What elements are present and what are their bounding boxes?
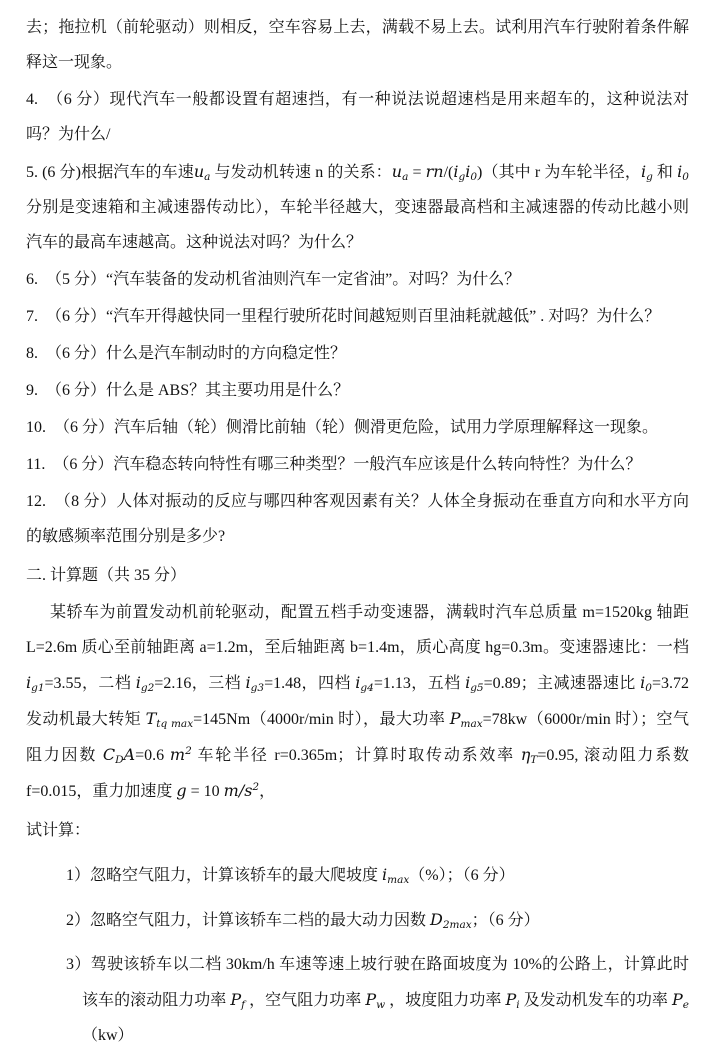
question-10: 10. （6 分）汽车后轴（轮）侧滑比前轴（轮）侧滑更危险，试用力学原理解释这一现象。 — [26, 419, 659, 436]
question-11: 11. （6 分）汽车稳态转向特性有哪三种类型？一般汽车应该是什么转向特性？为什么？ — [26, 456, 642, 473]
sub-question-1: 1）忽略空气阻力，计算该轿车的最大爬坡度 $i_{max}(\%)$；（6 分） — [66, 865, 515, 886]
calculation-problem-statement: 某轿车为前置发动机前轮驱动，配置五档手动变速器，满载时汽车总质量 m=1520kg 轴距 L=2.6m 质心至前轴距离 a=1.2m，至后轴距离 b=1.4m，质心高度 hg=0.3m。变速器速比：一档 $i_{g1}=3.55$，二档 $i_{g2}=2.16$，三档 $i_{g3}=1.48$，四档 $i_{g4}=1.13$，五档 $i_{g5}=0.89$；主减速器速比 $i_0=3.72$ 发动机最大转矩 $T_{tq max}=145Nm(4000r/\min$ 时），最大功率 $P_{max}=78kw(6000r/\min$ 时）；空气阻力因数 $C_DA=0.6$ $m^2$ 车轮半径 r=0.365m；计算时取传动系效率 $\eta_T=0.95$, 滚动阻力系数 f=0.015，重力加速度 g = 10 $m/s^2$， — [26, 604, 689, 800]
question-4: 4. （6 分）现代汽车一般都设置有超速挡，有一种说法说超速档是用来超车的，这种说法对吗？为什么/ — [26, 91, 689, 143]
question-9: 9. （6 分）什么是 ABS？其主要功用是什么？ — [26, 382, 350, 399]
question-12: 12. （8 分）人体对振动的反应与哪四种客观因素有关？人体全身振动在垂直方向和水平方向的敏感频率范围分别是多少? — [26, 493, 689, 545]
question-5: 5. (6 分)根据汽车的车速$u_a$ 与发动机转速 n 的关系：$u_a = rn/(i_gi_0)$（其中 r 为车轮半径，$i_g$ 和 $i_0$ 分别是变速箱和主减速器传动比），车轮半径越大，变速器最高档和主减速器的传动比越小则汽车的最高车速越高。这种说法对吗？为什么？ — [26, 162, 689, 251]
question-8: 8. （6 分）什么是汽车制动时的方向稳定性？ — [26, 345, 347, 362]
paragraph-intro-continuation: 去；拖拉机（前轮驱动）则相反，空车容易上去，满载不易上去。试利用汽车行驶附着条件解释这一现象。 — [26, 19, 689, 71]
question-7: 7. （6 分）“汽车开得越快同一里程行驶所花时间越短则百里油耗就越低” . 对吗？为什么？ — [26, 308, 661, 325]
sub-question-3: 3）驾驶该轿车以二档 30km/h 车速等速上坡行驶在路面坡度为 10%的公路上，计算此时该车的滚动阻力功率 $P_f$ ，空气阻力功率 $P_w$ ，坡度阻力功率 $P_i$ 及发动机发车的功率 $P_e(kw)$ — [66, 956, 689, 1044]
section2-heading: 二. 计算题（共 35 分） — [26, 567, 187, 584]
try-compute-label: 试计算： — [26, 822, 91, 839]
question-6: 6. （5 分）“汽车装备的发动机省油则汽车一定省油”。对吗？为什么？ — [26, 271, 521, 288]
sub-question-2: 2）忽略空气阻力，计算该轿车二档的最大动力因数 $D_{2max}$；（6 分） — [66, 910, 540, 931]
